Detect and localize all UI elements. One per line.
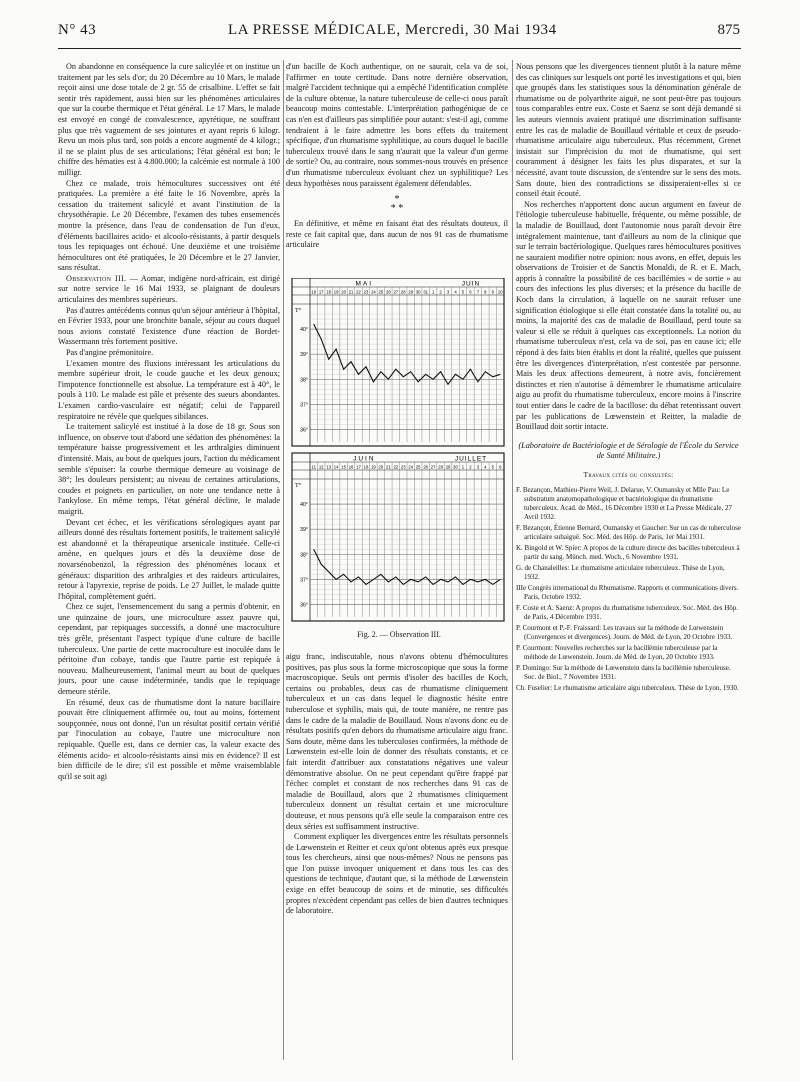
day-tick-label: 19 [371,464,376,470]
column-2-bottom [286,652,508,917]
day-tick-label: 1 [431,289,435,295]
day-tick-label: 8 [484,289,487,295]
day-tick-label: 24 [408,464,414,470]
day-tick-label: 29 [445,464,451,470]
references-list [516,486,741,693]
day-tick-label: 3 [446,289,450,295]
day-tick-label: 4 [484,464,487,470]
day-tick-label: 29 [408,289,414,295]
paragraph: Pas d'angine prémonitoire. [66,348,154,358]
temperature-chart [290,278,508,623]
paragraph: Le traitement salicylé est institué à la dose de 18 gr. Sous son influence, on observe tout d'abord une sédation des phénomènes: la température baisse progressivement et les arthralgies diminuent d'intensité. Mais, au bout de quelques jours, l'action du médicament semble s'épuiser: la courbe thermique demeure au voisinage de 38°; les douleurs persistent; au niveau de certaines articulations, coudes et poignets en particulier, on note une tendance nette à l'ankylose. En même temps, l'état général décline, le malade maigrit. [58,422,280,516]
paragraph: d'un bacille de Koch authentique, on ne saurait, cela va de soi, l'affirmer en toute certitude. Dans notre dernière observation, malgré l'accident technique qui a empêché l'identification complète de la culture obtenue, la nature tuberculeuse de celle-ci nous paraît beaucoup moins contestable. L'interprétation pathogénique de ce cas n'en est d'ailleurs pas simplifiée pour autant: s'est-il agi, comme tendraient à le faire admettre les bons effets du traitement spécifique, d'un rhumatisme syphilitique, au cours duquel le bacille tuberculeux trouvé dans le sang n'aurait que la valeur d'un germe de sortie? Ou, au contraire, nous sommes-nous trouvés en présence d'un rhumatisme tuberculeux évoluant chez un syphilitique? Les deux hypothèses nous paraissent également défendables. [286,62,508,188]
column-1 [58,62,280,1062]
observation-label: Observation III. [66,273,127,283]
day-tick-label: 2 [469,464,472,470]
day-tick-label: 9 [491,289,494,295]
affiliation: (Laboratoire de Bactériologie et de Sérologie de l'École du Service de Santé Militaire.) [518,440,739,461]
reference-item: G. de Chanaleilles: Le rhumatisme articulaire tuberculeux. Thèse de Lyon, 1932. [516,563,725,581]
month-label: JUIN [353,455,376,463]
paragraph: On abandonne en conséquence la cure salicylée et on institue un traitement par les sels d'or; du 20 Décembre au 10 Mars, le malade reçoit ainsi une dose totale de 2 gr. 55 de crisalbine. L'effet se fait sentir très rapidement, aussi bien sur les phénomènes articulaires que sur la courbe thermique et l'état général. Le 17 Mars, le malade est envoyé en congé de convalescence, apyrétique, ne souffrant plus que très vaguement de ses jointures et ayant repris 6 kilogr. Revu un mois plus tard, son poids a encore augmenté de 4 kilogr.; il ne se plaint plus de ses articulations; l'état général est bon; le chiffre des hématies est à 4.800.000; la calcémie est normale à 100 milligr. [58,62,280,177]
day-tick-label: 27 [430,464,436,470]
header-rule [58,48,741,49]
day-tick-label: 23 [400,464,406,470]
day-tick-label: 28 [400,289,406,295]
section-stars: * * * [390,194,404,215]
paragraph: Chez ce malade, trois hémocultures successives ont été pratiquées. La première a été faite le 16 Novembre, après la cessation du traitement salicylé et avant l'institution de la chrysothérapie. Le 20 Décembre, l'examen des tubes ensemencés montre la présence, dans l'eau de condensation de l'un d'eux, d'éléments bacillaires acido- et alcoolo-résistants, à partir desquels tous les repiquages ont échoué. Une deuxième et une troisième hémocultures ont été pratiquées, le 20 Décembre et le 27 Janvier, sans résultat. [58,178,280,273]
temp-tick-label: 38° [300,377,308,384]
temp-tick-label: 36° [300,427,308,434]
day-tick-label: 23 [363,289,369,295]
day-tick-label: 7 [476,289,480,295]
reference-item: K. Bingold et W. Spier: A propos de la culture directe des bacilles tuberculeux à partir du sang. Münch. med. Woch., 6 Novembre 1931. [516,543,740,561]
day-tick-label: 5 [461,289,465,295]
day-tick-label: 19 [333,289,339,295]
paragraph: Devant cet échec, et les vérifications sérologiques ayant par ailleurs donné des résultats fortement positifs, le traitement salicylé est abandonné et la thérapeutique arsenicale instituée. Celle-ci amène, en quelques jours et dès la deuxième dose de novarsénobenzol, la régression des phénomènes locaux et généraux: disparition des arthralgies et des raideurs articulaires, retour à l'apyrexie, reprise de poids. Le 27 Juillet, le malade quitte l'hôpital, complètement guéri. [58,517,280,601]
reference-item: Ch. Fuselier: Le rhumatisme articulaire aigu tuberculeux. Thèse de Lyon, 1930. [516,683,739,692]
temperature-chart-figure [290,278,508,638]
temp-tick-label: 37° [300,402,308,409]
chart-frame [292,453,504,621]
day-tick-label: 14 [333,464,339,470]
temp-tick-label: 38° [300,552,308,559]
figure-caption: Fig. 2. — Observation III. [357,630,441,639]
day-tick-label: 21 [386,464,391,470]
day-tick-label: 26 [423,464,428,470]
references-title: Travaux cités ou consultés: [583,469,674,479]
chart-frame [292,278,504,446]
day-tick-label: 13 [326,464,331,470]
temp-tick-label: 40° [300,327,308,334]
column-divider [283,60,284,1060]
day-tick-label: 6 [499,464,502,470]
day-tick-label: 3 [476,464,480,470]
day-tick-label: 12 [318,464,324,470]
day-tick-label: 20 [378,464,384,470]
paragraph: En résumé, deux cas de rhumatisme dont la nature bacillaire pouvait être cliniquement affirmée ou, tout au moins, fortement soupçonnée, nous ont donné, l'un un résultat positif certain vérifié par l'inoculation au cobaye, l'autre une microculture non repiquable. Quelle est, dans ce dernier cas, la valeur exacte des éléments acido- et alcoolo-résistants ainsi mis en évidence? Il est bien difficile de le dire; s'il est possible et même vraisemblable qu'il se soit agi [58,697,280,781]
day-tick-label: 26 [386,289,391,295]
temp-axis-label: T° [294,483,302,489]
reference-item: P. Courmont et P.-F. Fraissard: Les travaux sur la méthode de Lœwenstein (Convergences et divergences). Journ. de Méd. de Lyon, 20 Octobre 1933. [516,623,733,641]
day-tick-label: 21 [348,289,354,295]
day-tick-label: 4 [454,289,457,295]
reference-item: IIIe Congrès international du Rhumatisme. Rapports et communications divers. Paris, Octobre 1932. [516,583,739,601]
temp-tick-label: 39° [300,527,308,534]
temp-tick-label: 36° [300,602,308,609]
day-tick-label: 20 [341,289,346,295]
observation-text: — Aomar, indigène nord-africain, est dirigé sur notre service le 16 Mai 1933, se plaignant de douleurs articulaires des membres supérieurs. [58,273,280,305]
reference-item: P. Domingo: Sur la méthode de Lœwenstein dans la bacillémie tuberculeuse. Soc. de Biol., 7 Novembre 1931. [516,663,731,681]
day-tick-label: 16 [348,464,354,470]
column-divider [512,60,513,1060]
page-number: 875 [717,22,740,38]
paragraph: Chez ce sujet, l'ensemencement du sang a permis d'obtenir, en une quinzaine de jours, une microculture assez pauvre qui, cependant, par repiquages successifs, a donné une macroculture très grêle, présentant l'aspect typique d'une culture de bacille tuberculeux. Une partie de cette macroculture est inoculée dans le péritoine d'un cobaye, tandis que l'autre partie est repiquée à nouveau. Malheureusement, l'animal meurt au bout de quelques jours, pour une cause indéterminée, tandis que le repiquage demeure stérile. [58,602,280,697]
paragraph: Nous pensons que les divergences tiennent plutôt à la nature même des cas cliniques sur lesquels ont porté les investigations et qui, bien que groupés dans les statistiques sous la dénomination générale de rhumatisme ou de polyarthrite aiguë, ne sont peut-être pas toujours tous comparables entre eux. Coste et Saenz se sont déjà demandé si les auteurs viennois avaient pratiqué une discrimination suffisante entre les cas de maladie de Bouillaud véritable et ceux de pseudo-rhumatisme articulaire aigu tuberculeux. Plus récemment, Grenet insistait sur l'imprécision du mot de rhumatisme, qui sert couramment à désigner les faits les plus disparates, et sur la nécessité, avant toute discussion, de s'entendre sur le sens des mots. Sans doute, bien des contradictions se dissiperaient-elles si ce conseil était écouté. [516,62,741,199]
paragraph: Comment expliquer les divergences entre les résultats personnels de Lœwenstein et Reitter et ceux qu'ont obtenus après eux presque tous les chercheurs, ainsi que nous-mêmes? Nous ne pensons pas que l'on puisse invoquer uniquement et dans tous les cas des questions de technique, d'autant que, si la méthode de Lœwenstein exige en effet beaucoup de soins et de minutie, ses difficultés propres n'excèdent cependant pas celles de bien d'autres techniques de laboratoire. [286,832,508,916]
day-tick-label: 28 [438,464,443,470]
day-tick-label: 27 [393,289,399,295]
reference-item: F. Coste et A. Saenz: A propos du rhumatisme tuberculeux. Soc. Méd. des Hôp. de Paris, 4 Décembre 1931. [516,603,739,621]
day-tick-label: 22 [356,289,361,295]
paragraph: En définitive, et même en faisant état des résultats douteux, il reste ce fait capital que, dans aucun de nos 91 cas de rhumatisme articulaire [286,219,508,250]
page-header [58,22,740,46]
issue-number: N° 43 [58,22,97,38]
day-tick-label: 25 [415,464,421,470]
day-tick-label: 30 [453,464,458,470]
day-tick-label: 6 [469,289,472,295]
journal-title: LA PRESSE MÉDICALE, Mercredi, 30 Mai 1934 [228,22,557,38]
paragraph: Nos recherches n'apportent donc aucun argument en faveur de l'étiologie tuberculeuse habituelle, fréquente, ou même possible, de la maladie de Bouillaud, dont l'autonomie nous paraît devoir être intégralement maintenue, tant d'ailleurs au nom de la clinique que sur le terrain bactériologique. Quelques rares hémocultures positives ne sauraient modifier notre opinion: nous avons, en effet, depuis les observations de Troisier et de Sanctis Monaldi, de R. et E. Mach, appris à connaître la possibilité de ces bacillémies « de sortie » au cours des infections les plus diverses; et la présence du bacille de Koch dans la circulation, à laquelle on ne saurait refuser une signification étiologique si elle était constatée dans la totalité ou, au moins, la majorité des cas de maladie de Bouillaud, perd toute sa valeur si elle se réduit à quelques cas exceptionnels. La notion du rhumatisme tuberculeux n'est, cela va de soi, pas en cause ici; elle répond à des faits bien établis et dont la réalité, quelles que puissent être les divergences d'interprétation, n'est contestée par personne. Mais les deux affections demeurent, à notre avis, foncièrement distinctes et rien n'autorise à démembrer le rhumatisme articulaire aigu au profit du rhumatisme tuberculeux, encore moins à l'inscrire tout entier dans le cadre de la bacillose: du débat retentissant ouvert par les publications de Lœwenstein et Reitter, la maladie de Bouillaud doit sortir intacte. [516,199,741,432]
column-3 [516,62,741,695]
day-tick-label: 11 [311,464,316,470]
day-tick-label: 30 [415,289,421,295]
day-tick-label: 17 [318,289,324,295]
paragraph: aigu franc, indiscutable, nous n'avons obtenu d'hémocultures positives, pas plus sous la forme microscopique que sous la forme macroscopique. Seuls ont permis d'isoler des bacilles de Koch, certains ou probables, deux cas de rhumatisme cliniquement tuberculeux et un cas dans lequel le diagnostic hésite entre tuberculose et syphilis, mais qui, de toute manière, ne rentre pas dans le cadre de la maladie de Bouillaud. Nous n'avons donc eu de résultats positifs qu'en dehors du rhumatisme articulaire aigu franc. Sans doute, même dans les tuberculoses confirmées, la méthode de Lœwenstein est-elle loin de donner des résultats constants, et ce fait interdit d'attribuer aux constatations négatives une valeur démonstrative absolue. On ne peut cependant qu'être frappé par l'échec complet et constant de nos recherches dans 91 cas de maladie de Bouillaud, alors que 2 rhumatismes cliniquement tuberculeux donnent un résultat certain et une microculture douteuse, et nous pensons qu'à elle seule la comparaison entre ces deux séries est suffisamment instructive. [286,652,508,831]
reference-item: F. Bezançon, Étienne Bernard, Oumansky et Gaucher: Sur un cas de tuberculose articulaire subaiguë. Soc. Méd. des Hôp. de Paris, 1er Mai 1931. [516,523,741,541]
day-tick-label: 1 [461,464,465,470]
day-tick-label: 18 [326,289,331,295]
reference-item: F. Bezançon, Mathieu-Pierre Weil, J. Delarue, V. Oumansky et Mlle Pau: Le substratum anatomopathologique et bactériologique du rhumatisme tuberculeux. Acad. de Méd., 16 Décembre 1930 et La Presse Médicale, 27 Avril 1932. [516,485,732,521]
paragraph: L'examen montre des fluxions intéressant les articulations du membre supérieur droit, le coude gauche et les deux genoux; l'impotence fonctionnelle est absolue. La température est à 40°, le pouls à 110. Le malade est pâle et présente des sueurs abondantes. L'examen cardio-vasculaire est négatif; celui de l'appareil respiratoire ne révèle que quelques sibilances. [58,358,280,421]
day-tick-label: 18 [363,464,369,470]
day-tick-label: 17 [356,464,361,470]
day-tick-label: 5 [491,464,494,470]
day-tick-label: 10 [497,289,503,295]
day-tick-label: 22 [393,464,399,470]
temp-tick-label: 37° [300,577,308,584]
day-tick-label: 2 [439,289,442,295]
day-tick-label: 25 [378,289,384,295]
day-tick-label: 16 [311,289,317,295]
day-tick-label: 24 [371,289,376,295]
observation-heading [58,274,280,306]
day-tick-label: 15 [341,464,346,470]
month-label: MAI [355,280,374,288]
reference-item: P. Courmont: Nouvelles recherches sur la bacillémie tuberculeuse par la méthode de Lœwenstein. Journ. de Méd. de Lyon, 20 Octobre 1933. [516,643,718,661]
temp-axis-label: T° [294,308,302,314]
month-label: JUIN [461,280,481,288]
paragraph: Pas d'autres antécédents connus qu'un séjour antérieur à l'hôpital, en Février 1933, pour une bronchite banale, séjour au cours duquel nous avions constaté l'existence d'une réaction de Bordet-Wassermann très fortement positive. [58,305,280,347]
temp-tick-label: 40° [300,502,308,509]
month-label: JUILLET [454,455,488,463]
day-tick-label: 31 [423,289,428,295]
temp-tick-label: 39° [300,352,308,359]
column-2-top [286,62,508,251]
